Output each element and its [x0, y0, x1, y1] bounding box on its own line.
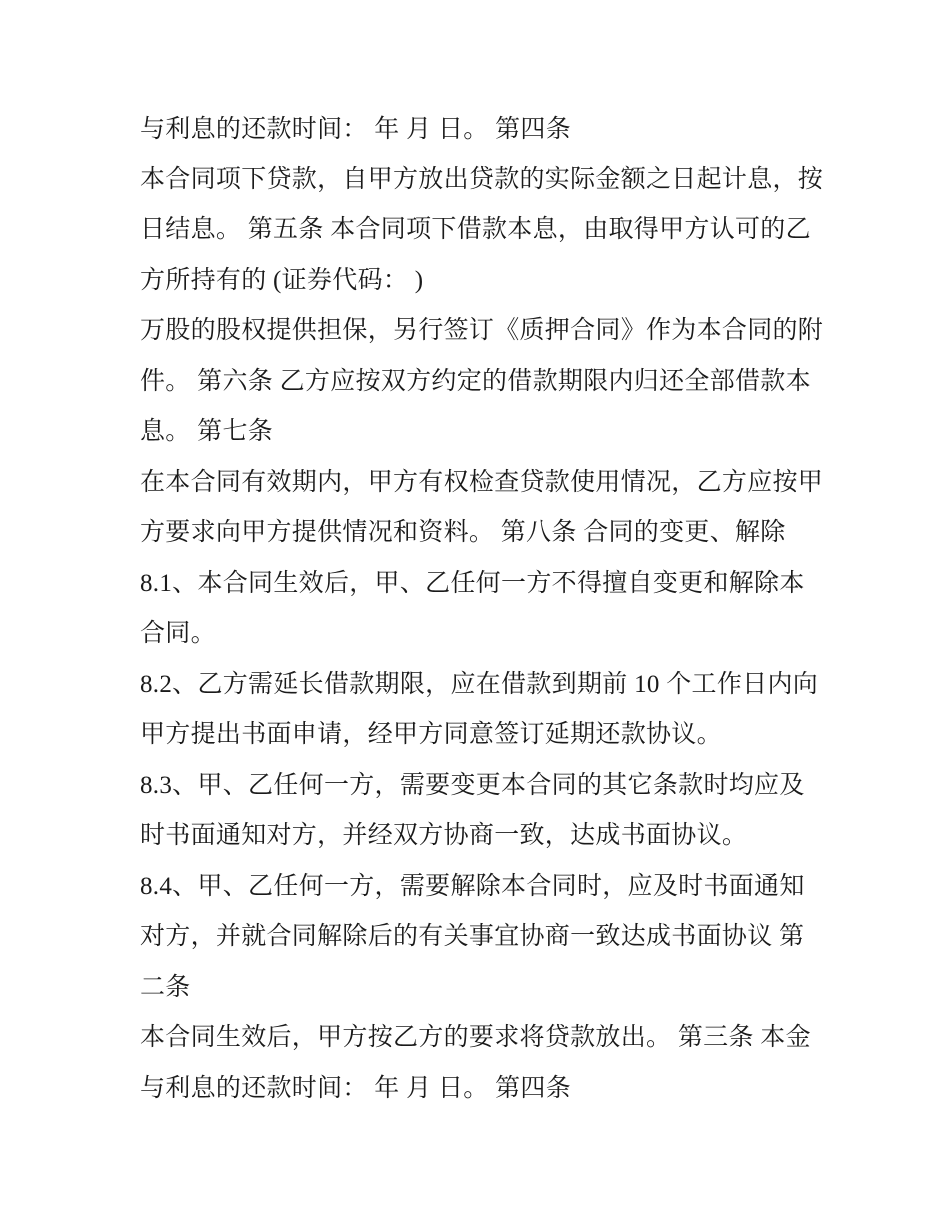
text-line: 息。 第七条: [140, 418, 274, 445]
text-line: 8.2、乙方需延长借款期限，应在借款到期前 10 个工作日内向: [140, 671, 819, 698]
text-line: 日结息。 第五条 本合同项下借款本息，由取得甲方认可的乙: [140, 216, 811, 243]
text-line: 本合同项下贷款，自甲方放出贷款的实际金额之日起计息，按: [140, 166, 824, 193]
text-line: 方要求向甲方提供情况和资料。 第八条 合同的变更、解除: [140, 519, 786, 546]
text-line: 合同。: [140, 620, 216, 647]
text-line: 与利息的还款时间： 年 月 日。 第四条: [140, 116, 572, 143]
text-line: 方所持有的 (证券代码： ): [140, 267, 424, 294]
text-line: 8.1、本合同生效后，甲、乙任何一方不得擅自变更和解除本: [140, 570, 805, 597]
text-line: 8.4、甲、乙任何一方，需要解除本合同时，应及时书面通知: [140, 873, 805, 900]
text-line: 时书面通知对方，并经双方协商一致，达成书面协议。: [140, 822, 748, 849]
text-line: 万股的股权提供担保，另行签订《质押合同》作为本合同的附: [140, 317, 824, 344]
text-line: 对方，并就合同解除后的有关事宜协商一致达成书面协议 第: [140, 923, 805, 950]
text-line: 在本合同有效期内，甲方有权检查贷款使用情况，乙方应按甲: [140, 469, 824, 496]
text-line: 与利息的还款时间： 年 月 日。 第四条: [140, 1075, 572, 1102]
text-line: 本合同生效后，甲方按乙方的要求将贷款放出。 第三条 本金: [140, 1024, 811, 1051]
text-line: 甲方提出书面申请，经甲方同意签订延期还款协议。: [140, 721, 722, 748]
text-line: 件。 第六条 乙方应按双方约定的借款期限内归还全部借款本: [140, 368, 811, 395]
text-line: 8.3、甲、乙任何一方，需要变更本合同的其它条款时均应及: [140, 772, 805, 799]
text-line: 二条: [140, 974, 191, 1001]
